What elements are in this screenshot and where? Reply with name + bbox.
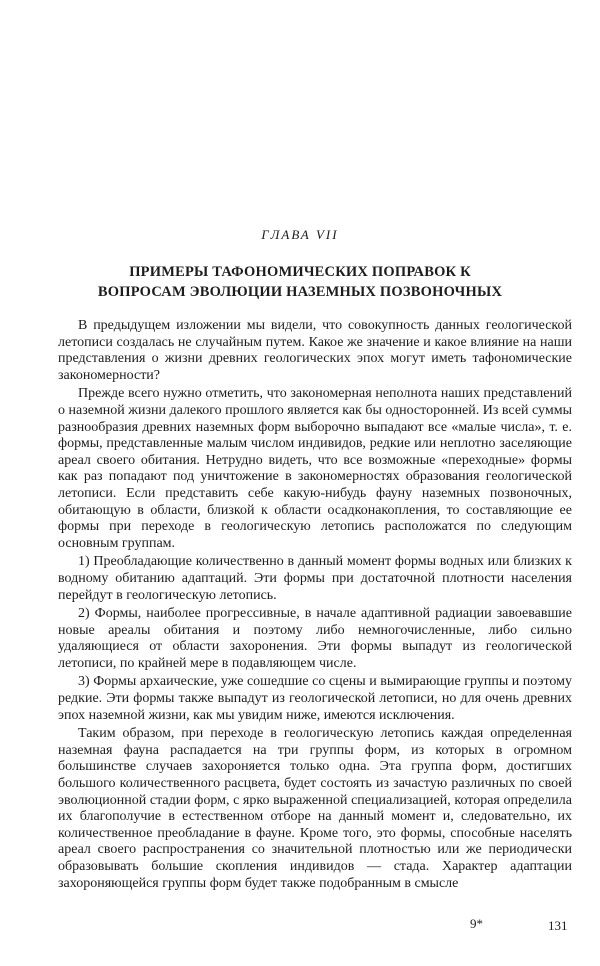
chapter-heading: ГЛАВА VII <box>261 227 339 242</box>
paragraph: 2) Формы, наиболее прогрессивные, в начале адаптивной радиации завоевавшие новые ареалы обитания и поэтому либо немногочисленные, либо сильно удаляющиеся от области захоронения. Эти формы выпадут из геологической летописи, по крайней мере в подавляющем числе. <box>58 606 572 671</box>
paragraph: Прежде всего нужно отметить, что закономерная неполнота наших представлений о наземной жизни далекого прошлого является как бы односторонней. Из всей суммы разнообразия древних наземных форм выборочно выпадают все «малые числа», т. е. формы, представленные малым числом индивидов, редкие или неплотно заселяющие ареал своего обитания. Нетрудно видеть, что все возможные «переходные» формы как раз попадают под уничтожение в закономерностях образования геологической летописи. Если представить себе какую-нибудь фауну наземных позвоночных, обитающую в области, близкой к области осадконакопления, то составляющие ее формы при переходе в геологическую летопись расположатся по следующим основным группам. <box>58 386 572 551</box>
paragraph: 1) Преобладающие количественно в данный момент формы водных или близких к водному обитанию адаптаций. Эти формы при достаточной плотности населения перейдут в геологическую летопись. <box>58 554 572 603</box>
signature-mark: 9* <box>470 916 483 931</box>
paragraph: 3) Формы архаические, уже сошедшие со сцены и вымирающие группы и поэтому редкие. Эти формы также выпадут из геологической летописи, но для очень древних эпох наземной жизни, как мы увидим ниже, имеются исключения. <box>58 674 572 723</box>
paragraph: В предыдущем изложении мы видели, что совокупность данных геологической летописи создалась не случайным путем. Какое же значение и какое влияние на наши представления о жизни древних геологических эпох могут иметь тафономические закономерности? <box>58 318 572 383</box>
page-number: 131 <box>548 918 568 933</box>
chapter-title: ПРИМЕРЫ ТАФОНОМИЧЕСКИХ ПОПРАВОК К ВОПРОСАМ ЭВОЛЮЦИИ НАЗЕМНЫХ ПОЗВОНОЧНЫХ <box>97 264 503 300</box>
paragraph: Таким образом, при переходе в геологическую летопись каждая определенная наземная фауна распадается на три группы форм, из которых в огромном большинстве случаев захороняется только одна. Эта группа форм, достигших большого количественного расцвета, будет состоять из зачастую различных по своей эволюционной стадии форм, с ярко выраженной специализацией, которая определила их благополучие в естественном отборе на данный момент и, следовательно, их количественное преобладание в фауне. Кроме того, это формы, способные населять ареал своего распространения со значительной плотностью или же периодически образовывать большие скопления индивидов — стада. Характер адаптации захороняющейся группы форм будет также подобранным в смысле <box>58 726 572 891</box>
body-text <box>58 318 572 894</box>
